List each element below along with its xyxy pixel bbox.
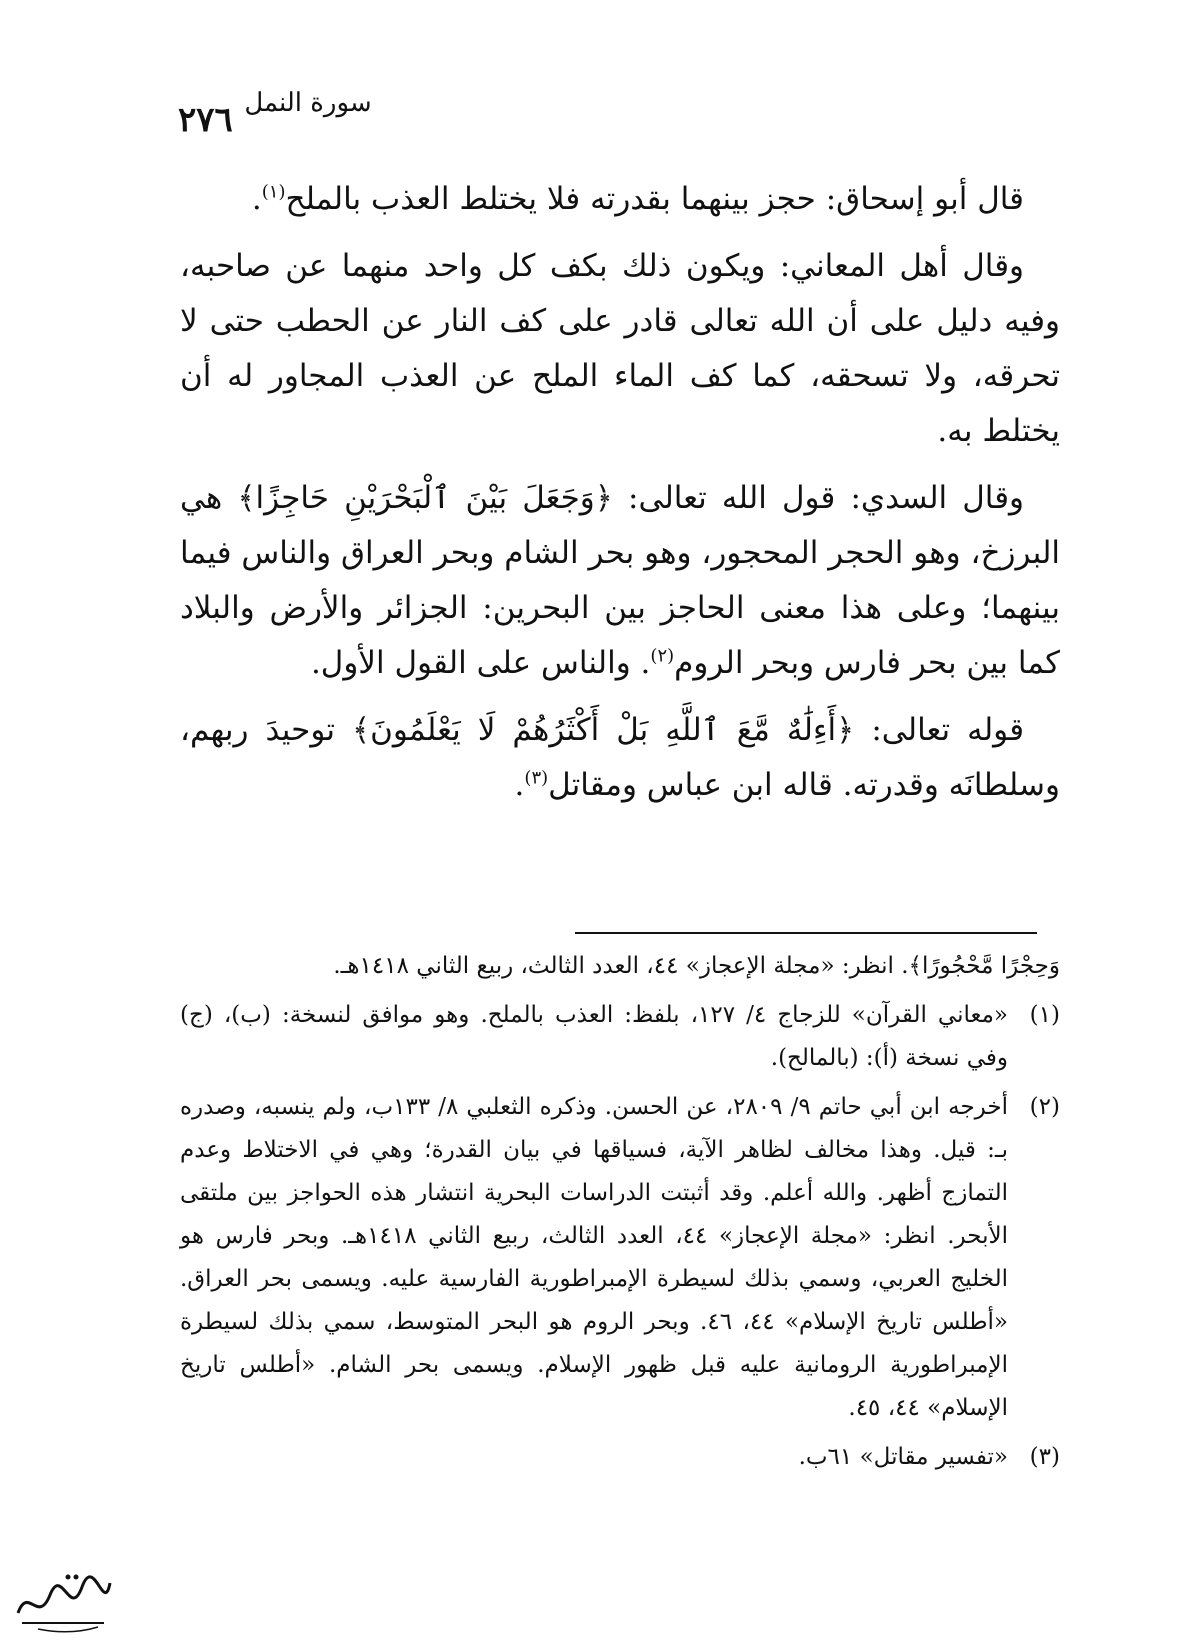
paragraph-4-body: توحيدَ ربهم، وسلطانَه وقدرته. قاله ابن عباس ومقاتل <box>180 712 1060 803</box>
paragraph-3-end: . والناس على القول الأول. <box>310 645 651 681</box>
paragraph-1-end: . <box>251 181 262 217</box>
paragraph-3-intro: وقال السدي: قول الله تعالى: <box>628 480 1025 516</box>
footnotes <box>180 945 1060 1485</box>
footnote-number: (٣) <box>1029 1444 1060 1470</box>
footnote-number: (٢) <box>1029 1094 1060 1120</box>
quran-verse-1: ﴿وَجَعَلَ بَيْنَ ٱلْبَحْرَيْنِ حَاجِزًا﴾ <box>237 480 613 516</box>
paragraph-4-end: . <box>514 767 525 803</box>
footnote-ref-2: (٢) <box>650 645 675 667</box>
footnote-3 <box>180 1436 1060 1479</box>
footnote-text: «تفسير مقاتل» ٦١ب. <box>798 1444 1008 1470</box>
running-title: سورة النمل <box>244 88 372 118</box>
paragraph-4-intro: قوله تعالى: <box>871 712 1025 748</box>
footnote-1 <box>180 994 1060 1080</box>
paragraph-1 <box>180 172 1060 227</box>
calligraphy-logo-icon <box>8 1565 118 1635</box>
footnote-ref-1: (١) <box>261 181 286 203</box>
footnote-number: (١) <box>1029 1002 1060 1028</box>
main-text <box>180 172 1060 825</box>
footnote-separator <box>575 932 1037 934</box>
footnote-2 <box>180 1086 1060 1430</box>
footnote-carryover: وَحِجْرًا مَّحْجُورًا﴾. انظر: «مجلة الإعجاز» ٤٤، العدد الثالث، ربيع الثاني ١٤١٨هـ. <box>333 953 1060 979</box>
paragraph-1-text: قال أبو إسحاق: حجز بينهما بقدرته فلا يختلط العذب بالملح <box>285 181 1024 217</box>
footnote-ref-3: (٣) <box>524 767 549 789</box>
paragraph-4 <box>180 703 1060 813</box>
quran-verse-2: ﴿أَءِلَٰهٌ مَّعَ ٱللَّهِ بَلْ أَكْثَرُهُمْ لَا يَعْلَمُونَ﴾ <box>351 712 855 748</box>
page-number: ٢٧٦ <box>178 100 233 140</box>
paragraph-3-body: هي البرزخ، وهو الحجر المحجور، وهو بحر الشام وبحر العراق والناس فيما بينهما؛ وعلى هذا معنى الحاجز بين البحرين: الجزائر والأرض والبلاد كما بين بحر فارس وبحر الروم <box>180 480 1060 681</box>
footnote-text: أخرجه ابن أبي حاتم ٩/ ٢٨٠٩، عن الحسن. وذكره الثعلبي ٨/ ١٣٣ب، ولم ينسبه، وصدره بـ: قيل. وهذا مخالف لظاهر الآية، فسياقها في بيان القدرة؛ وهي في الاختلاط وعدم التمازج أظهر. والله أعلم. وقد أثبتت الدراسات البحرية انتشار هذه الحواجز بين ملتقى الأبحر. انظر: «مجلة الإعجاز» ٤٤، العدد الثالث، ربيع الثاني ١٤١٨هـ. وبحر فارس هو الخليج العربي، وسمي بذلك لسيطرة الإمبراطورية الفارسية عليه. ويسمى بحر العراق. «أطلس تاريخ الإسلام» ٤٤، ٤٦. وبحر الروم هو البحر المتوسط، سمي بذلك لسيطرة الإمبراطورية الرومانية عليه قبل ظهور الإسلام. ويسمى بحر الشام. «أطلس تاريخ الإسلام» ٤٤، ٤٥. <box>180 1094 1009 1421</box>
paragraph-2: وقال أهل المعاني: ويكون ذلك بكف كل واحد منهما عن صاحبه، وفيه دليل على أن الله تعالى قادر على كف النار عن الحطب حتى لا تحرقه، ولا تسحقه، كما كف الماء الملح عن العذب المجاور له أن يختلط به. <box>180 248 1060 449</box>
paragraph-3 <box>180 471 1060 691</box>
footnote-text: «معاني القرآن» للزجاج ٤/ ١٢٧، بلفظ: العذب بالملح. وهو موافق لنسخة: (ب)، (ج) وفي نسخة (أ): (بالمالح). <box>180 1002 1008 1071</box>
